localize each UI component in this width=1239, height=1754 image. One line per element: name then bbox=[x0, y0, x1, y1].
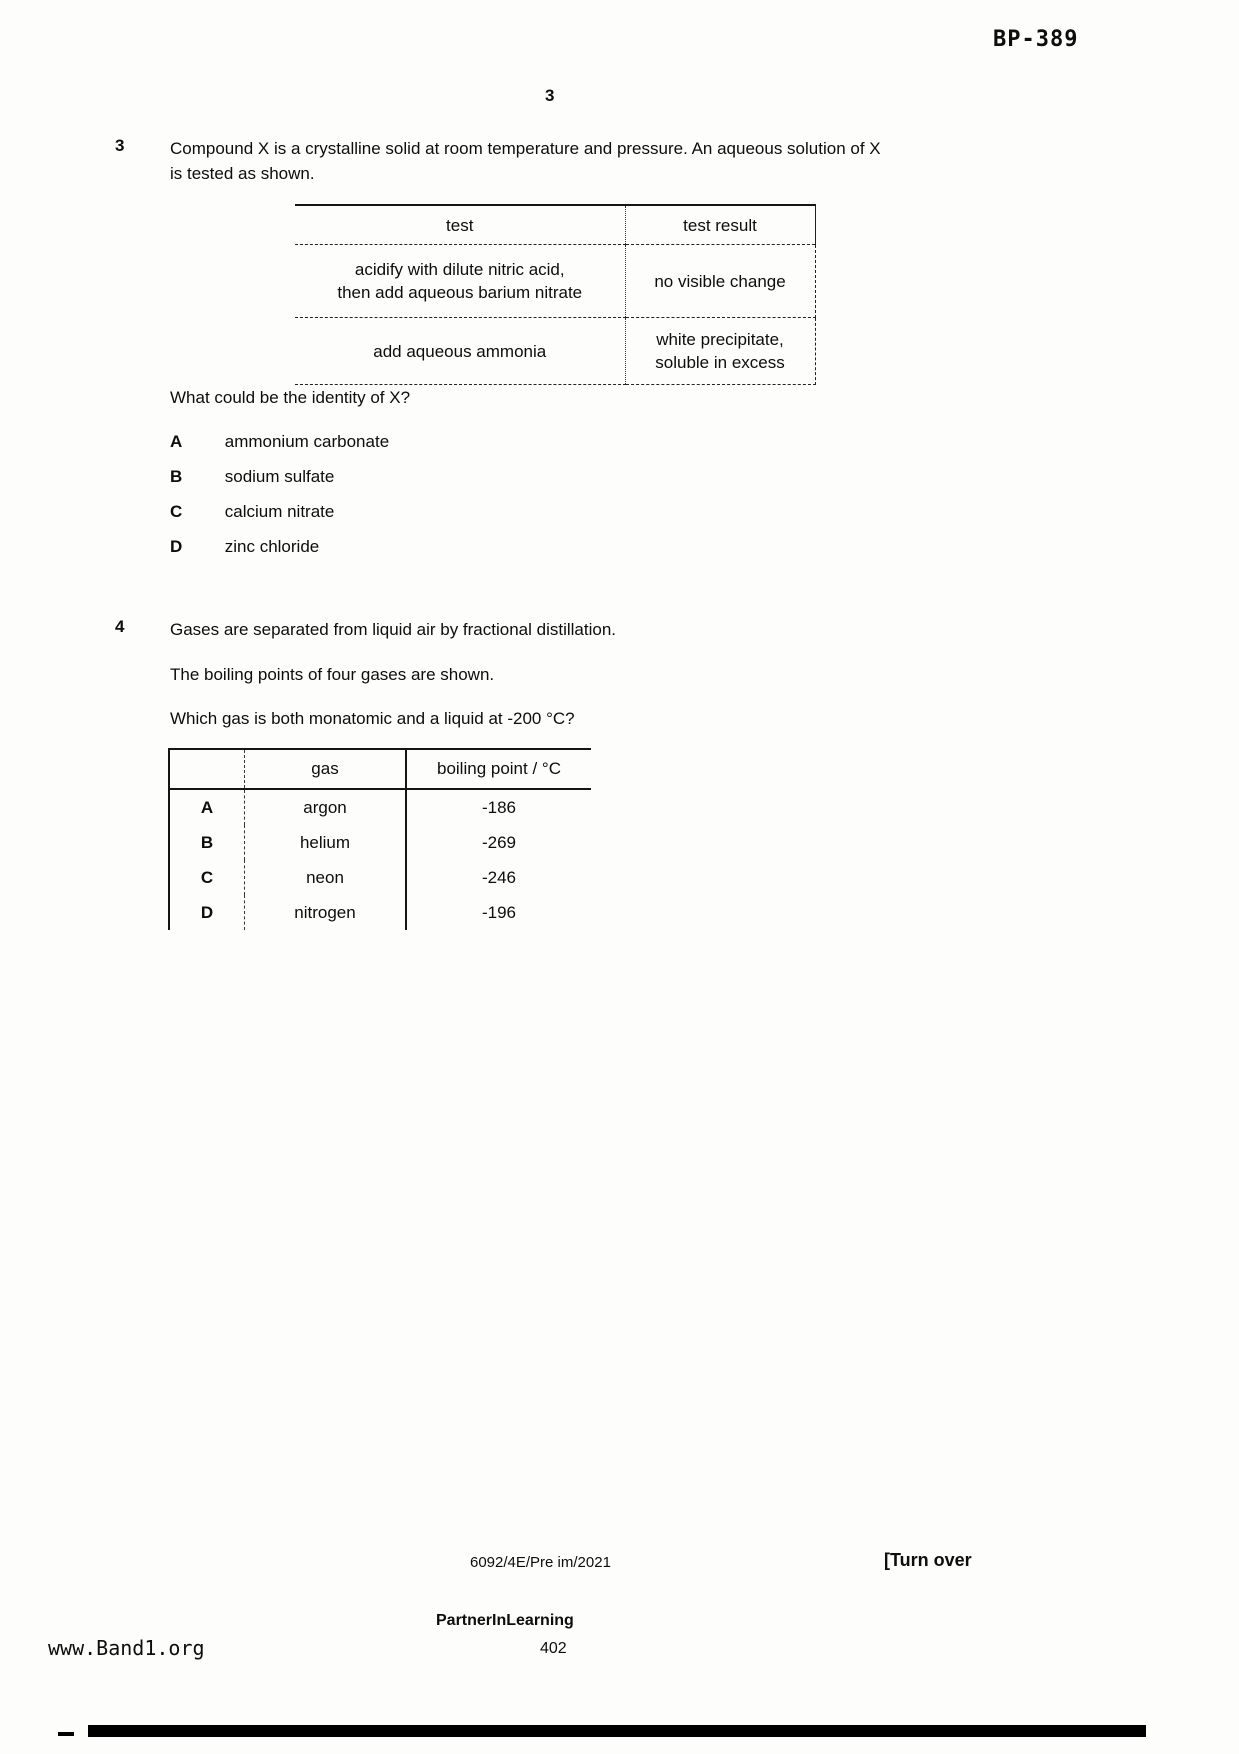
tests-table-header-row bbox=[295, 205, 815, 245]
table-row bbox=[169, 789, 591, 825]
question-3-options bbox=[170, 430, 389, 570]
option-row bbox=[170, 430, 389, 465]
partner-branding: PartnerInLearning bbox=[436, 1612, 574, 1629]
gas-row-name: argon bbox=[245, 789, 407, 825]
gases-table-header-row bbox=[169, 749, 591, 789]
question-3-number: 3 bbox=[115, 136, 125, 155]
test-cell bbox=[295, 318, 625, 385]
scan-artifact-bar bbox=[88, 1725, 1146, 1737]
table-row bbox=[295, 318, 815, 385]
table-row bbox=[169, 825, 591, 860]
option-row bbox=[170, 465, 389, 500]
partner-page-number: 402 bbox=[540, 1640, 567, 1657]
result-cell-line: soluble in excess bbox=[655, 353, 785, 372]
option-letter: A bbox=[170, 432, 183, 451]
test-cell bbox=[295, 245, 625, 318]
tests-table-header-result: test result bbox=[625, 205, 815, 245]
scan-artifact-dash bbox=[58, 1732, 74, 1736]
paper-code: 6092/4E/Pre im/2021 bbox=[470, 1554, 611, 1571]
gases-table-header-bp: boiling point / °C bbox=[406, 749, 591, 789]
tests-table bbox=[295, 204, 816, 385]
gases-table-header-blank bbox=[169, 749, 245, 789]
option-text: calcium nitrate bbox=[224, 502, 335, 521]
option-row bbox=[170, 535, 389, 570]
question-4-note: The boiling points of four gases are shown. bbox=[170, 665, 495, 684]
gas-row-letter: D bbox=[169, 895, 245, 930]
gas-row-letter: B bbox=[169, 825, 245, 860]
gas-row-bp: -196 bbox=[481, 902, 517, 922]
gas-row-letter: A bbox=[169, 789, 245, 825]
question-4-prompt: Which gas is both monatomic and a liquid at -200 °C? bbox=[170, 709, 575, 728]
option-text: ammonium carbonate bbox=[224, 432, 390, 451]
question-3-stem-line-2: is tested as shown. bbox=[170, 164, 315, 183]
test-cell-line: acidify with dilute nitric acid, bbox=[354, 260, 565, 279]
result-cell-line: white precipitate, bbox=[656, 330, 784, 349]
page-number: 3 bbox=[545, 86, 555, 105]
option-letter: D bbox=[170, 537, 183, 556]
question-3-prompt: What could be the identity of X? bbox=[170, 388, 411, 407]
gas-row-bp: -186 bbox=[481, 797, 517, 817]
tests-table-header-test: test bbox=[295, 205, 625, 245]
gas-row-name: neon bbox=[245, 860, 407, 895]
gases-table-header-gas: gas bbox=[245, 749, 407, 789]
gas-row-letter: C bbox=[169, 860, 245, 895]
option-letter: C bbox=[170, 502, 183, 521]
option-text: sodium sulfate bbox=[224, 467, 335, 486]
result-cell bbox=[625, 245, 815, 318]
test-cell-line: add aqueous ammonia bbox=[373, 341, 547, 361]
question-3-stem bbox=[170, 136, 881, 186]
option-text: zinc chloride bbox=[224, 537, 320, 556]
gas-row-name: nitrogen bbox=[245, 895, 407, 930]
doc-code: BP-389 bbox=[993, 27, 1079, 52]
table-row bbox=[169, 860, 591, 895]
gas-row-name: helium bbox=[245, 825, 407, 860]
gas-row-bp: -246 bbox=[481, 867, 517, 887]
option-row bbox=[170, 500, 389, 535]
gas-row-bp: -269 bbox=[481, 832, 517, 852]
question-4-stem: Gases are separated from liquid air by fractional distillation. bbox=[170, 620, 616, 639]
result-cell-line: no visible change bbox=[654, 271, 786, 291]
gases-table bbox=[168, 748, 591, 930]
test-cell-line: then add aqueous barium nitrate bbox=[337, 283, 583, 302]
result-cell bbox=[625, 318, 815, 385]
table-row bbox=[169, 895, 591, 930]
question-3-stem-line-1: Compound X is a crystalline solid at room temperature and pressure. An aqueous solution of X bbox=[170, 139, 881, 158]
question-4-number: 4 bbox=[115, 617, 125, 636]
website-watermark: www.Band1.org bbox=[48, 1636, 205, 1660]
option-letter: B bbox=[170, 467, 183, 486]
table-row bbox=[295, 245, 815, 318]
turn-over-label: [Turn over bbox=[884, 1550, 972, 1570]
